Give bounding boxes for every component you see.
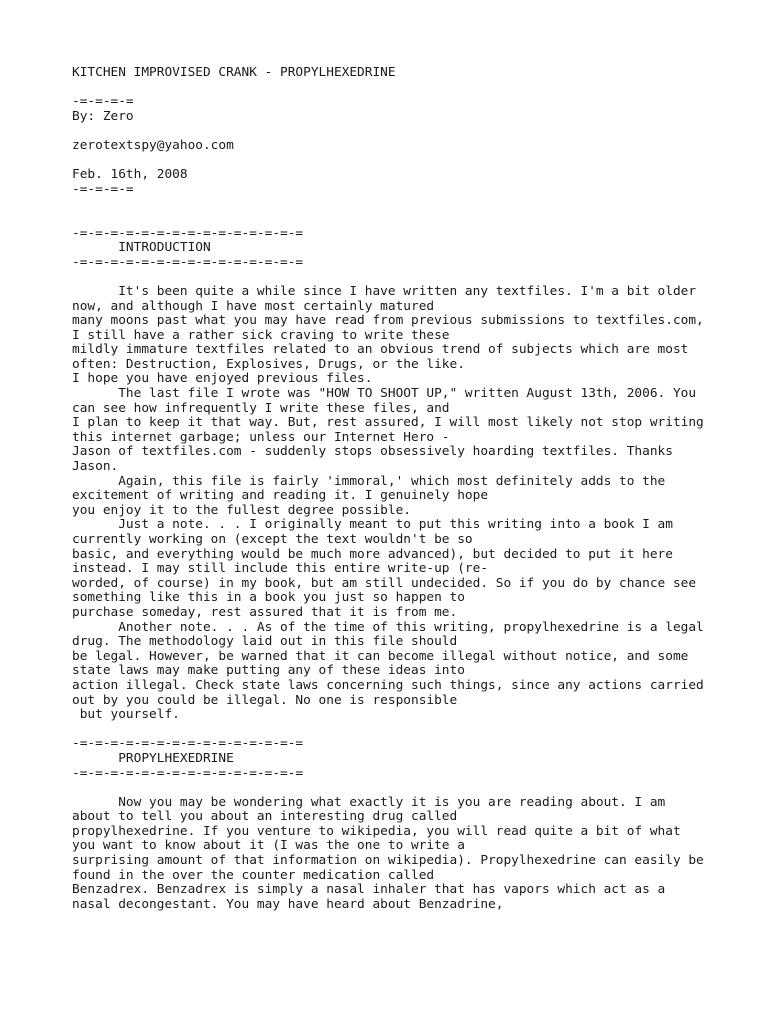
text-line: many moons past what you may have read from previous submissions to textfiles.com, bbox=[72, 313, 704, 329]
text-line bbox=[72, 270, 762, 285]
text-line: purchase someday, rest assured that it is from me. bbox=[72, 604, 458, 620]
text-line: often: Destruction, Explosives, Drugs, or the like. bbox=[72, 356, 465, 372]
text-line: -=-=-=-=-=-=-=-=-=-=-=-=-=-=-= bbox=[72, 225, 304, 241]
text-line: Again, this file is fairly 'immoral,' which most definitely adds to the bbox=[72, 473, 666, 489]
text-line bbox=[72, 723, 762, 738]
text-line: Another note. . . As of the time of this writing, propylhexedrine is a legal bbox=[72, 619, 704, 635]
text-line bbox=[72, 81, 762, 96]
text-line: INTRODUCTION bbox=[72, 240, 211, 256]
text-line: be legal. However, be warned that it can become illegal without notice, and some bbox=[72, 648, 689, 664]
text-line: can see how infrequently I write these files, and bbox=[72, 400, 450, 416]
text-line: instead. I may still include this entire write-up (re- bbox=[72, 561, 489, 577]
text-line bbox=[72, 154, 762, 169]
text-line: currently working on (except the text wouldn't be so bbox=[72, 532, 473, 547]
text-line: now, and although I have most certainly matured bbox=[72, 298, 435, 314]
text-line: KITCHEN IMPROVISED CRANK - PROPYLHEXEDRINE bbox=[72, 65, 396, 80]
text-line bbox=[72, 781, 762, 796]
text-line bbox=[72, 197, 762, 212]
text-line bbox=[72, 124, 762, 139]
text-line: By: Zero bbox=[72, 108, 134, 124]
text-line: this internet garbage; unless our Internet Hero - bbox=[72, 429, 450, 445]
text-line: Jason of textfiles.com - suddenly stops obsessively hoarding textfiles. Thanks bbox=[72, 444, 673, 460]
text-line: I hope you have enjoyed previous files. bbox=[72, 371, 373, 387]
text-line bbox=[72, 212, 762, 227]
text-line: zerotextspy@yahoo.com bbox=[72, 137, 234, 153]
document-text bbox=[72, 66, 762, 912]
text-line: mildly immature textfiles related to an obvious trend of subjects which are most bbox=[72, 342, 689, 358]
text-line: something like this in a book you just so happen to bbox=[72, 590, 465, 606]
text-line: -=-=-=-= bbox=[72, 94, 134, 110]
text-line: excitement of writing and reading it. I genuinely hope bbox=[72, 488, 489, 504]
text-line: -=-=-=-=-=-=-=-=-=-=-=-=-=-=-= bbox=[72, 254, 304, 270]
text-line: Now you may be wondering what exactly it is you are reading about. I am bbox=[72, 794, 666, 810]
text-line: Just a note. . . I originally meant to put this writing into a book I am bbox=[72, 517, 673, 533]
text-line: Feb. 16th, 2008 bbox=[72, 167, 188, 183]
text-line: -=-=-=-=-=-=-=-=-=-=-=-=-=-=-= bbox=[72, 736, 304, 752]
text-line: you want to know about it (I was the one to write a bbox=[72, 838, 465, 854]
text-line: you enjoy it to the fullest degree possible. bbox=[72, 502, 411, 518]
text-line: worded, of course) in my book, but am still undecided. So if you do by chance see bbox=[72, 575, 697, 591]
text-line: -=-=-=-= bbox=[72, 181, 134, 197]
text-line: Benzadrex. Benzadrex is simply a nasal inhaler that has vapors which act as a bbox=[72, 882, 666, 898]
text-line: basic, and everything would be much more advanced), but decided to put it here bbox=[72, 546, 673, 562]
text-line: but yourself. bbox=[72, 707, 180, 723]
text-line: about to tell you about an interesting drug called bbox=[72, 809, 458, 825]
text-line: action illegal. Check state laws concerning such things, since any actions carried bbox=[72, 677, 704, 693]
text-line: surprising amount of that information on wikipedia). Propylhexedrine can easily be bbox=[72, 853, 704, 869]
text-line: It's been quite a while since I have written any textfiles. I'm a bit older bbox=[72, 283, 697, 299]
text-line: PROPYLHEXEDRINE bbox=[72, 750, 234, 766]
text-line: -=-=-=-=-=-=-=-=-=-=-=-=-=-=-= bbox=[72, 765, 304, 781]
text-line: I plan to keep it that way. But, rest assured, I will most likely not stop writing bbox=[72, 415, 704, 431]
text-line: out by you could be illegal. No one is responsible bbox=[72, 692, 458, 708]
text-line: found in the over the counter medication called bbox=[72, 867, 435, 883]
text-line: nasal decongestant. You may have heard about Benzadrine, bbox=[72, 896, 504, 912]
text-line: state laws may make putting any of these ideas into bbox=[72, 663, 465, 679]
text-line: The last file I wrote was "HOW TO SHOOT UP," written August 13th, 2006. You bbox=[72, 386, 697, 402]
text-line: drug. The methodology laid out in this file should bbox=[72, 634, 458, 650]
text-line: propylhexedrine. If you venture to wikipedia, you will read quite a bit of what bbox=[72, 823, 681, 839]
text-line: I still have a rather sick craving to write these bbox=[72, 327, 450, 343]
text-line: Jason. bbox=[72, 459, 119, 475]
